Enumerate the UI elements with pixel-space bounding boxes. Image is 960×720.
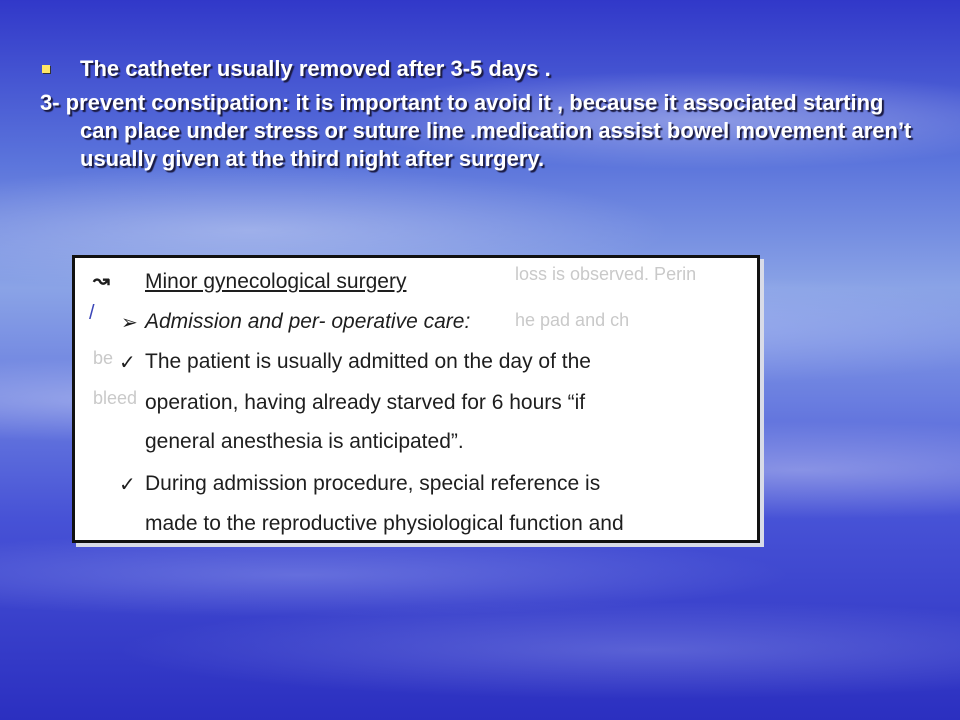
bullet-text: The catheter usually removed after 3-5 days . <box>80 56 551 81</box>
item1-line3: general anesthesia is anticipated”. <box>145 430 464 453</box>
bullet-item <box>40 55 920 83</box>
item2-line2: made to the reproductive physiological function and <box>145 512 624 535</box>
slide-text <box>40 55 920 173</box>
item1-line1: The patient is usually admitted on the day of the <box>145 350 591 373</box>
bleed-through-text: he pad and ch <box>515 310 630 330</box>
square-bullet-icon <box>42 65 50 73</box>
bleed-through-text: loss is observed. Perin <box>515 264 697 284</box>
document-subheading: Admission and per- operative care: <box>145 310 471 333</box>
checkmark-icon: ✓ <box>119 474 136 496</box>
item1-line2: operation, having already starved for 6 hours “if <box>145 391 586 414</box>
paragraph: 3- prevent constipation: it is important to avoid it , because it associated starting can place under stress or suture line .medication assist bowel movement aren’t usually given at the third night after surgery. <box>40 90 912 171</box>
item2-line1: During admission procedure, special reference is <box>145 472 601 495</box>
checkmark-icon: ✓ <box>119 352 136 374</box>
bleed-through-text: be <box>93 348 114 368</box>
arrow-bullet-icon: ➢ <box>121 312 138 334</box>
scanned-document-image <box>72 255 760 543</box>
document-heading: Minor gynecological surgery <box>145 270 407 293</box>
scribble-mark-icon: ↝ <box>93 270 110 292</box>
bleed-through-text: bleed <box>93 388 138 408</box>
pen-tick-icon: / <box>89 302 95 324</box>
